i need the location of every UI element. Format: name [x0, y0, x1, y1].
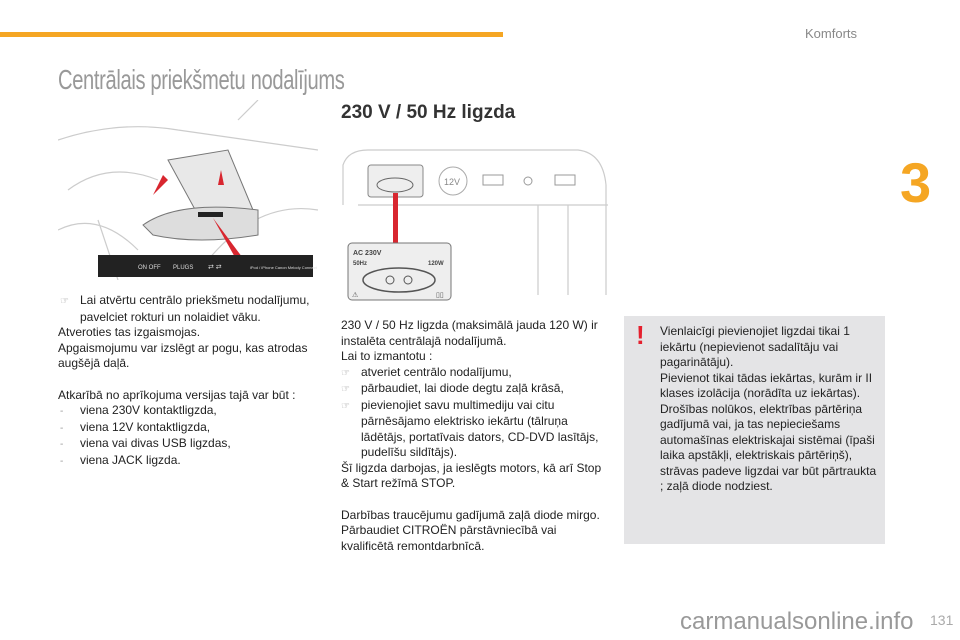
text-line: 230 V / 50 Hz ligzda (maksimālā jauda 120 W) ir instalēta centrālajā nodalījumā.	[341, 318, 598, 348]
page-title: Centrālais priekšmetu nodalījums	[58, 64, 345, 95]
bullet-open: ☞ Lai atvērtu centrālo priekšmetu nodalījumu, pavelciet rokturi un nolaidiet vāku.	[60, 293, 310, 324]
text-line: Darbības traucējumu gadījumā zaļā diode mirgo.	[341, 507, 600, 522]
12v-socket-label: 12V	[444, 177, 461, 187]
list-item: - viena vai divas USB ligzdas,	[60, 436, 231, 450]
warning-text: Pievienot tikai tādas iekārtas, kurām ir II klases izolācija (norādīta uz iekārtas).	[660, 370, 873, 400]
book-icon: ▯▯	[436, 292, 444, 299]
text-line: Lai to izmantotu :	[341, 349, 433, 363]
panel-plugs: PLUGS	[173, 265, 194, 271]
hand-pointer-icon: ☞	[341, 367, 350, 379]
warning-box	[624, 316, 885, 544]
text-intro: Atkarībā no aprīkojuma versijas tajā var būt :	[58, 387, 296, 402]
middle-text	[341, 318, 611, 554]
step-item: ☞ pārbaudiet, lai diode degtu zaļā krāsā,	[341, 381, 611, 398]
panel-ipod: iPod / iPhone Canon Melody Connect	[250, 265, 317, 270]
panel-on-off: ON OFF	[138, 265, 161, 271]
warning-triangle-icon: ⚠	[352, 292, 359, 299]
usb-icon: ⇄ ⇄	[208, 264, 222, 271]
hand-pointer-icon: ☞	[341, 400, 350, 412]
hz-label: 50Hz	[353, 261, 368, 267]
text-line: Šī ligzda darbojas, ja ieslēgts motors, kā arī Stop & Start režīmā STOP.	[341, 460, 602, 490]
socket-illustration	[338, 145, 613, 305]
warning-text: Vienlaicīgi pievienojiet ligzdai tikai 1 iekārtu (nepievienot sadalītāju vai pagarinātāju).	[660, 324, 850, 369]
watt-label: 120W	[428, 261, 444, 267]
console-illustration	[58, 100, 318, 280]
list-item: - viena 230V kontaktligzda,	[60, 403, 217, 417]
list-item: - viena JACK ligzda.	[60, 452, 181, 467]
text-line: Pārbaudiet CITROËN pārstāvniecībā vai kvalificētā remontdarbnīcā.	[341, 523, 557, 553]
step-item: ☞ pievienojiet savu multimediju vai citu pārnēsājamo elektrisko iekārtu (tālruņa lādētājs, portatīvais dators, CD-DVD lasītājs, pudelīšu sildītājs).	[341, 397, 599, 459]
watermark: carmanualsonline.info	[680, 608, 914, 635]
section-heading: 230 V / 50 Hz ligzda	[341, 102, 516, 123]
chapter-number: 3	[900, 151, 932, 214]
header-accent-bar	[0, 32, 503, 37]
hand-pointer-icon: ☞	[60, 296, 69, 307]
text-line: Apgaismojumu var izslēgt ar pogu, kas atrodas augšējā daļā.	[58, 340, 308, 370]
section-name: Komforts	[805, 26, 858, 41]
warning-text: Drošības nolūkos, elektrības pārtēriņa gadījumā vai, ja tas nepieciešams automašīnas elektriskajai sistēmai (īpaši laika apstākļi, elektriskais pārtēriņš), strāvas padeve ligzdai var būt pārtraukta ; zaļā diode nodziest.	[660, 401, 877, 493]
hand-pointer-icon: ☞	[341, 384, 350, 395]
page-number: 131	[930, 612, 954, 628]
list-item: - viena 12V kontaktligzda,	[60, 419, 211, 434]
left-text	[60, 293, 322, 469]
ac-label: AC 230V	[353, 250, 382, 257]
step-item: ☞ atveriet centrālo nodalījumu,	[341, 365, 611, 382]
text-line: Atveroties tas izgaismojas.	[58, 325, 201, 339]
exclamation-icon: !	[636, 320, 645, 350]
